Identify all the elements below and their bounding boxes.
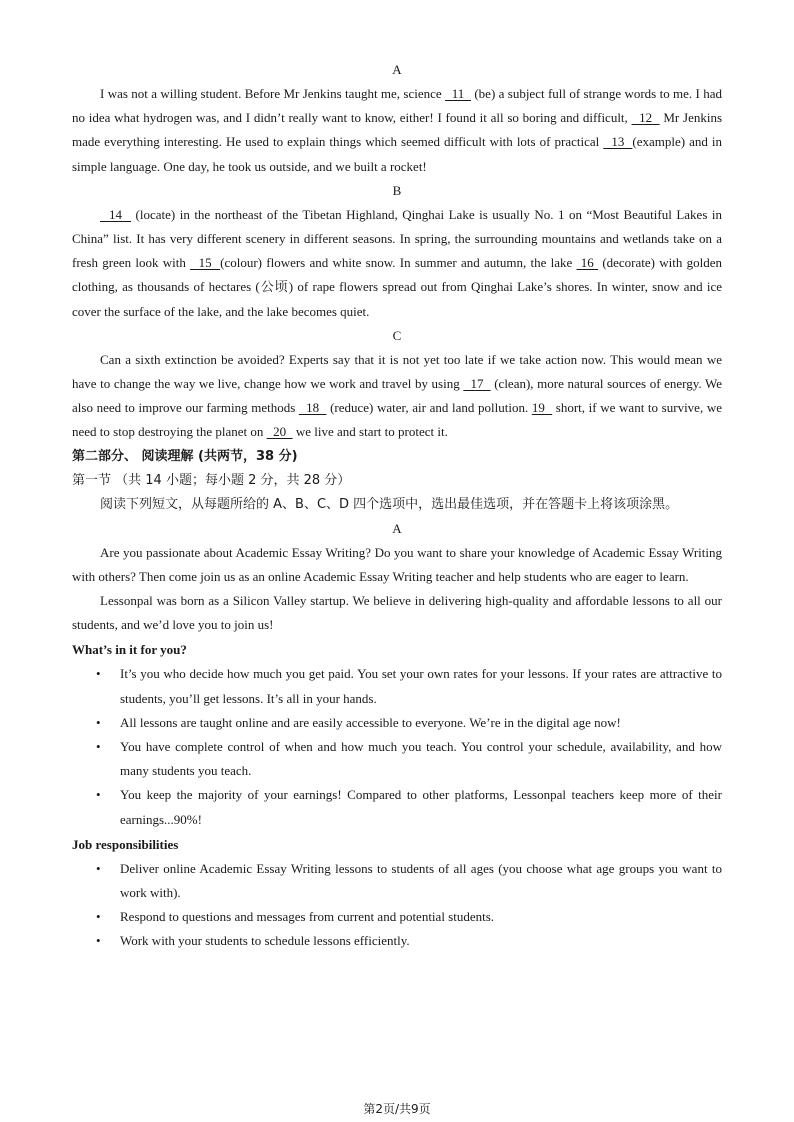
blank-14: 14	[100, 206, 132, 222]
whats-in-it-list	[72, 662, 722, 831]
page-number: 第2页/共9页	[363, 1102, 431, 1116]
bullet-icon: •	[96, 714, 101, 730]
section-b-label: B	[392, 182, 402, 198]
bullet-icon: •	[96, 909, 101, 925]
blank-19: 19	[531, 400, 553, 416]
bullet-icon: •	[96, 666, 101, 682]
passage-paragraph-2: Lessonpal was born as a Silicon Valley startup. We believe in delivering high-quality and affordable lessons to all our students, and we’d love you to join us!	[72, 593, 722, 633]
passage-a-label: A	[392, 520, 402, 536]
bullet-icon: •	[96, 739, 101, 755]
blank-18: 18	[298, 400, 327, 416]
blank-13: 13	[603, 134, 633, 150]
bullet-icon: •	[96, 860, 101, 876]
section-a-label: A	[392, 62, 402, 77]
section-b-paragraph: 14 (locate) in the northeast of the Tibetan Highland, Qinghai Lake is usually No. 1 on “Most Beautiful Lakes in China” list. It has very different scenery in different seasons. In spring, the surrounding mountains and wetlands take on a fresh green look with 15 (colour) flowers and white snow. In summer and autumn, the lake 16 (decorate) with golden clothing, as thousands of hectares (公顷) of rape flowers spread out from Qinghai Lake’s shores. In winter, snow and ice cover the surface of the lake, and the lake becomes quiet.	[72, 206, 722, 319]
list-item: • Deliver online Academic Essay Writing lessons to students of all ages (you choose what age groups you want to work with).	[72, 857, 722, 905]
section-a-paragraph: I was not a willing student. Before Mr Jenkins taught me, science 11 (be) a subject full of strange words to me. I had no idea what hydrogen was, and I didn’t really want to know, either! I found it all so boring and difficult, 12 Mr Jenkins made everything interesting. He used to explain things which seemed difficult with lots of practical 13 (example) and in simple language. One day, he took us outside, and we built a rocket!	[72, 86, 723, 174]
blank-17: 17	[463, 376, 491, 392]
exam-page	[72, 58, 722, 954]
blank-12: 12	[631, 110, 660, 126]
blank-16: 16	[576, 255, 599, 271]
part2-heading: 第二部分、 阅读理解 (共两节，38 分)	[72, 448, 298, 464]
list-item: • It’s you who decide how much you get paid. You set your own rates for your lessons. If your rates are attractive to students, you’ll get lessons. It’s all in your hands.	[72, 662, 722, 710]
list-item: • Respond to questions and messages from current and potential students.	[72, 905, 722, 929]
section-c-paragraph: Can a sixth extinction be avoided? Experts say that it is not yet too late if we take action now. This would mean we have to change the way we live, change how we work and travel by using 17 (clean), more natural sources of energy. We also need to improve our farming methods 18 (reduce) water, air and land pollution. 19 short, if we want to survive, we need to stop destroying the planet on 20 we live and start to protect it.	[72, 351, 722, 440]
job-responsibilities-heading: Job responsibilities	[72, 836, 179, 852]
list-item: • You keep the majority of your earnings! Compared to other platforms, Lessonpal teachers keep more of their earnings...90%!	[72, 783, 722, 831]
blank-11: 11	[445, 86, 471, 101]
part2-subheading: 第一节 （共 14 小题；每小题 2 分，共 28 分）	[72, 472, 351, 488]
bullet-icon: •	[96, 933, 101, 949]
part2-instruction: 阅读下列短文，从每题所给的 A、B、C、D 四个选项中，选出最佳选项，并在答题卡上将该项涂黑。	[100, 496, 679, 512]
list-item: • Work with your students to schedule lessons efficiently.	[72, 929, 722, 953]
blank-20: 20	[266, 424, 293, 440]
whats-in-it-heading: What’s in it for you?	[72, 642, 187, 658]
bullet-icon: •	[96, 787, 101, 803]
passage-paragraph-1: Are you passionate about Academic Essay Writing? Do you want to share your knowledge of Academic Essay Writing with others? Then come join us as an online Academic Essay Writing teacher and help students who are eager to learn.	[72, 544, 722, 584]
list-item: • You have complete control of when and how much you teach. You control your schedule, availability, and how many students you teach.	[72, 735, 722, 783]
section-c-label: C	[392, 327, 402, 343]
blank-15: 15	[190, 255, 221, 271]
list-item: • All lessons are taught online and are easily accessible to everyone. We’re in the digital age now!	[72, 711, 722, 735]
job-responsibilities-list	[72, 857, 722, 954]
